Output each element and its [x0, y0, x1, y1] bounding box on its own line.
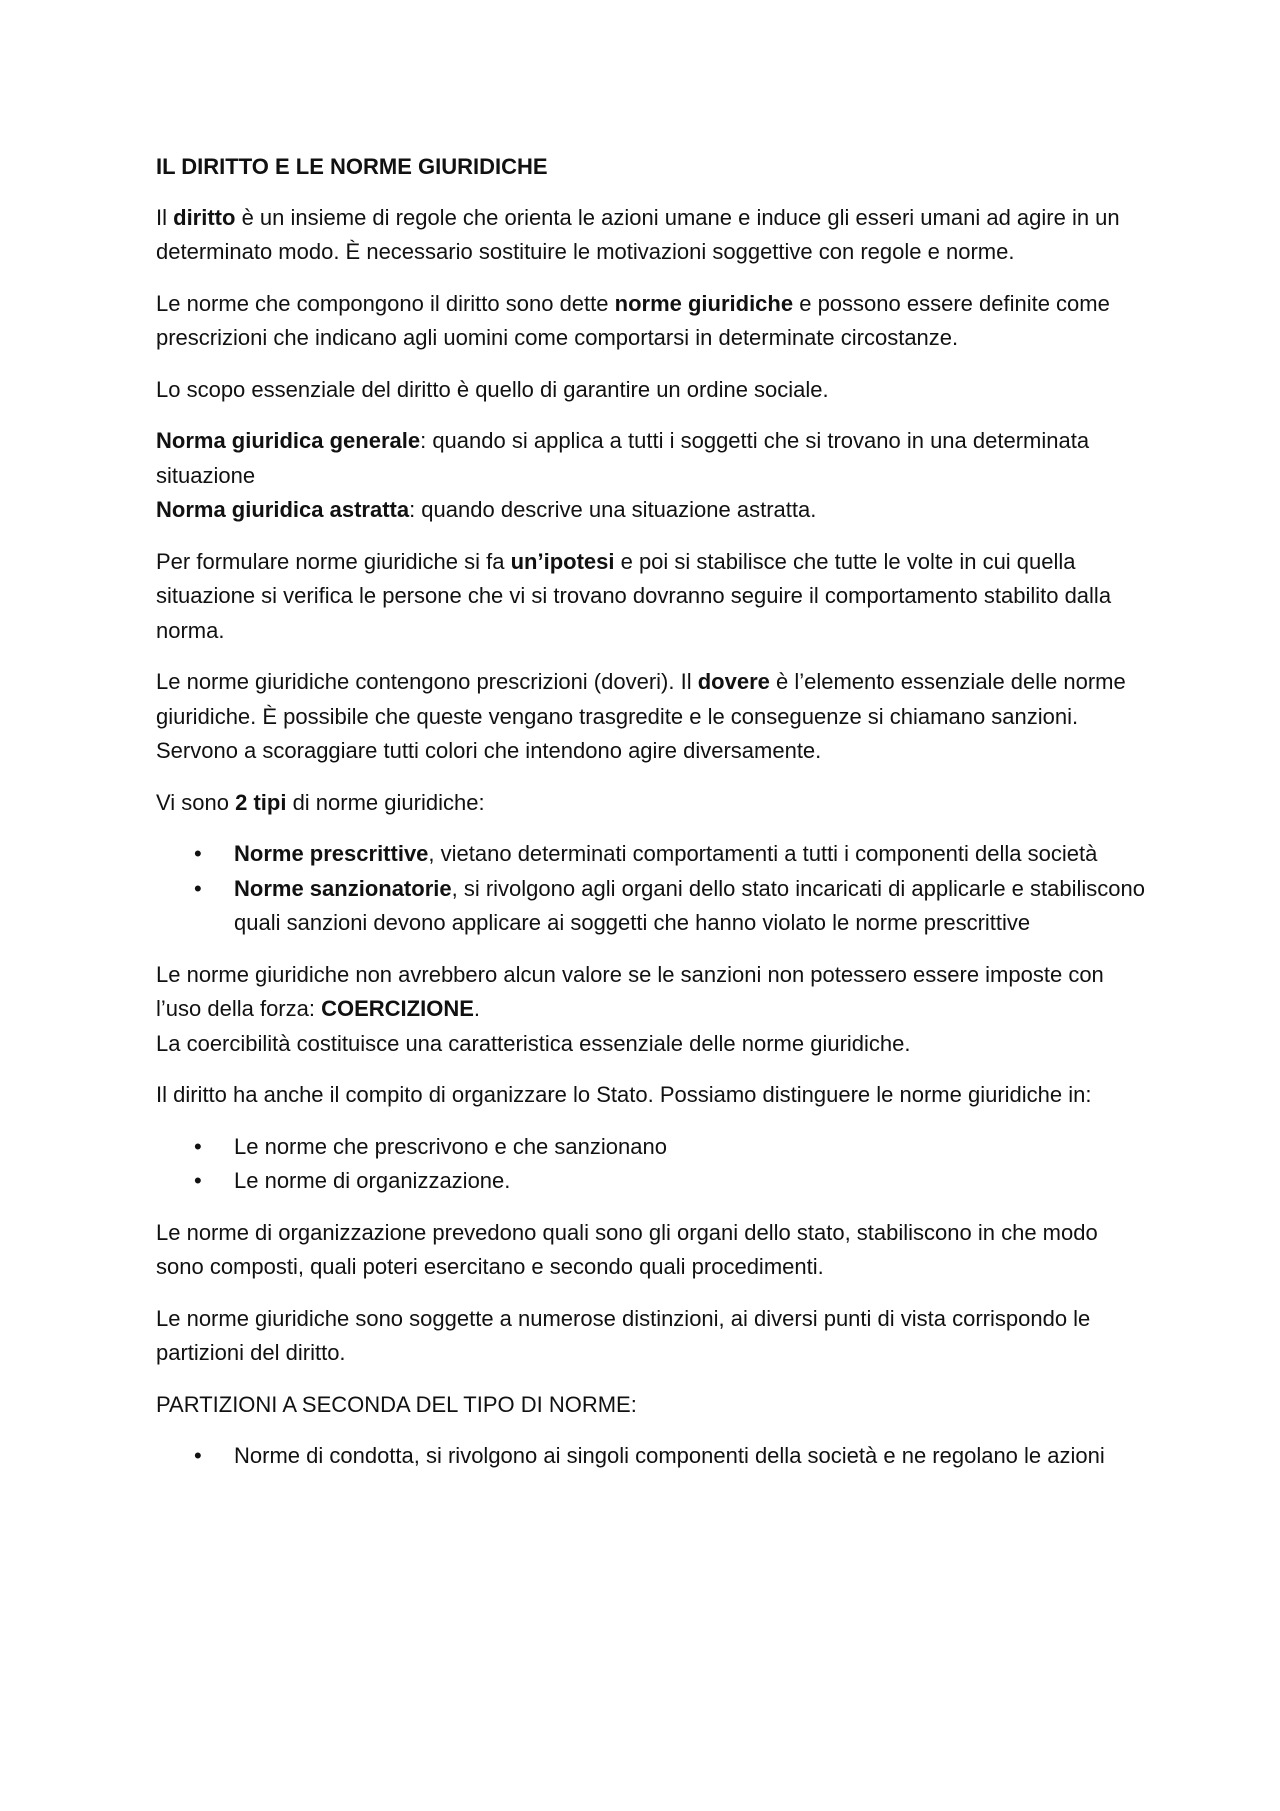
document-page: [156, 150, 1146, 1491]
bullet-list-partizioni: [156, 1439, 1146, 1474]
bold-term: Norma giuridica astratta: [156, 497, 410, 522]
bullet-icon: •: [194, 875, 202, 901]
bold-term: dovere: [697, 669, 770, 694]
bold-term: 2 tipi: [235, 789, 287, 815]
paragraph-tipi: Vi sono 2 tipi di norme giuridiche:: [156, 789, 485, 815]
list-item: • Norme prescrittive, vietano determinati comportamenti a tutti i componenti della società: [156, 837, 1146, 872]
bullet-icon: •: [194, 841, 202, 866]
paragraph-norma-definitions: Norma giuridica generale: quando si applica a tutti i soggetti che si trovano in una determinata situazione Norma giuridica astratta: quando descrive una situazione astratta.: [156, 428, 1090, 522]
paragraph-coercizione: Le norme giuridiche non avrebbero alcun valore se le sanzioni non potessero essere imposte con l’uso della forza: COERCIZIONE. La coercibilità costituisce una caratteristica essenziale delle norme giuridiche.: [156, 961, 1104, 1056]
bullet-list-distinzioni: [156, 1130, 1146, 1199]
bullet-icon: •: [194, 1133, 202, 1159]
paragraph-distinzioni: Le norme giuridiche sono soggette a numerose distinzioni, ai diversi punti di vista corrispondo le partizioni del diritto.: [156, 1305, 1091, 1365]
section-heading-partizioni: PARTIZIONI A SECONDA DEL TIPO DI NORME:: [156, 1391, 637, 1417]
bullet-icon: •: [194, 1443, 202, 1468]
paragraph-organizzazione: Le norme di organizzazione prevedono quali sono gli organi dello stato, stabiliscono in che modo sono composti, quali poteri esercitano e secondo quali procedimenti.: [156, 1219, 1098, 1279]
bullet-icon: •: [194, 1168, 202, 1193]
paragraph-scopo: Lo scopo essenziale del diritto è quello di garantire un ordine sociale.: [156, 376, 829, 402]
bold-term: Norme prescrittive: [234, 841, 429, 866]
list-item: • Le norme di organizzazione.: [156, 1164, 1146, 1199]
bold-term: diritto: [173, 204, 236, 230]
bold-term: Norma giuridica generale: [156, 428, 421, 453]
bold-term: Norme sanzionatorie: [234, 875, 452, 901]
list-item: • Le norme che prescrivono e che sanzionano: [156, 1130, 1146, 1165]
paragraph-ipotesi: Per formulare norme giuridiche si fa un’ipotesi e poi si stabilisce che tutte le volte in cui quella situazione si verifica le persone che vi si trovano dovranno seguire il comportamento stabilito dalla norma.: [156, 548, 1112, 643]
paragraph-dovere: Le norme giuridiche contengono prescrizioni (doveri). Il dovere è l’elemento essenziale delle norme giuridiche. È possibile che queste vengano trasgredite e le conseguenze si chiamano sanzioni. Servono a scoraggiare tutti colori che intendono agire diversamente.: [156, 669, 1126, 763]
bold-term: norme giuridiche: [614, 290, 794, 316]
paragraph-norme-giuridiche: Le norme che compongono il diritto sono dette norme giuridiche e possono essere definite come prescrizioni che indicano agli uomini come comportarsi in determinate circostanze.: [156, 290, 1110, 350]
bullet-list-tipi: [156, 837, 1146, 941]
document-title: IL DIRITTO E LE NORME GIURIDICHE: [156, 154, 548, 179]
bold-term: COERCIZIONE: [321, 996, 474, 1021]
list-item: • Norme sanzionatorie, si rivolgono agli organi dello stato incaricati di applicarle e stabiliscono quali sanzioni devono applicare ai soggetti che hanno violato le norme prescrittive: [156, 872, 1146, 941]
paragraph-organizzare-stato: Il diritto ha anche il compito di organizzare lo Stato. Possiamo distinguere le norme giuridiche in:: [156, 1082, 1092, 1107]
list-item: • Norme di condotta, si rivolgono ai singoli componenti della società e ne regolano le azioni: [156, 1439, 1146, 1474]
paragraph-diritto: Il diritto è un insieme di regole che orienta le azioni umane e induce gli esseri umani ad agire in un determinato modo. È necessario sostituire le motivazioni soggettive con regole e norme.: [156, 204, 1120, 264]
bold-term: un’ipotesi: [510, 548, 615, 574]
